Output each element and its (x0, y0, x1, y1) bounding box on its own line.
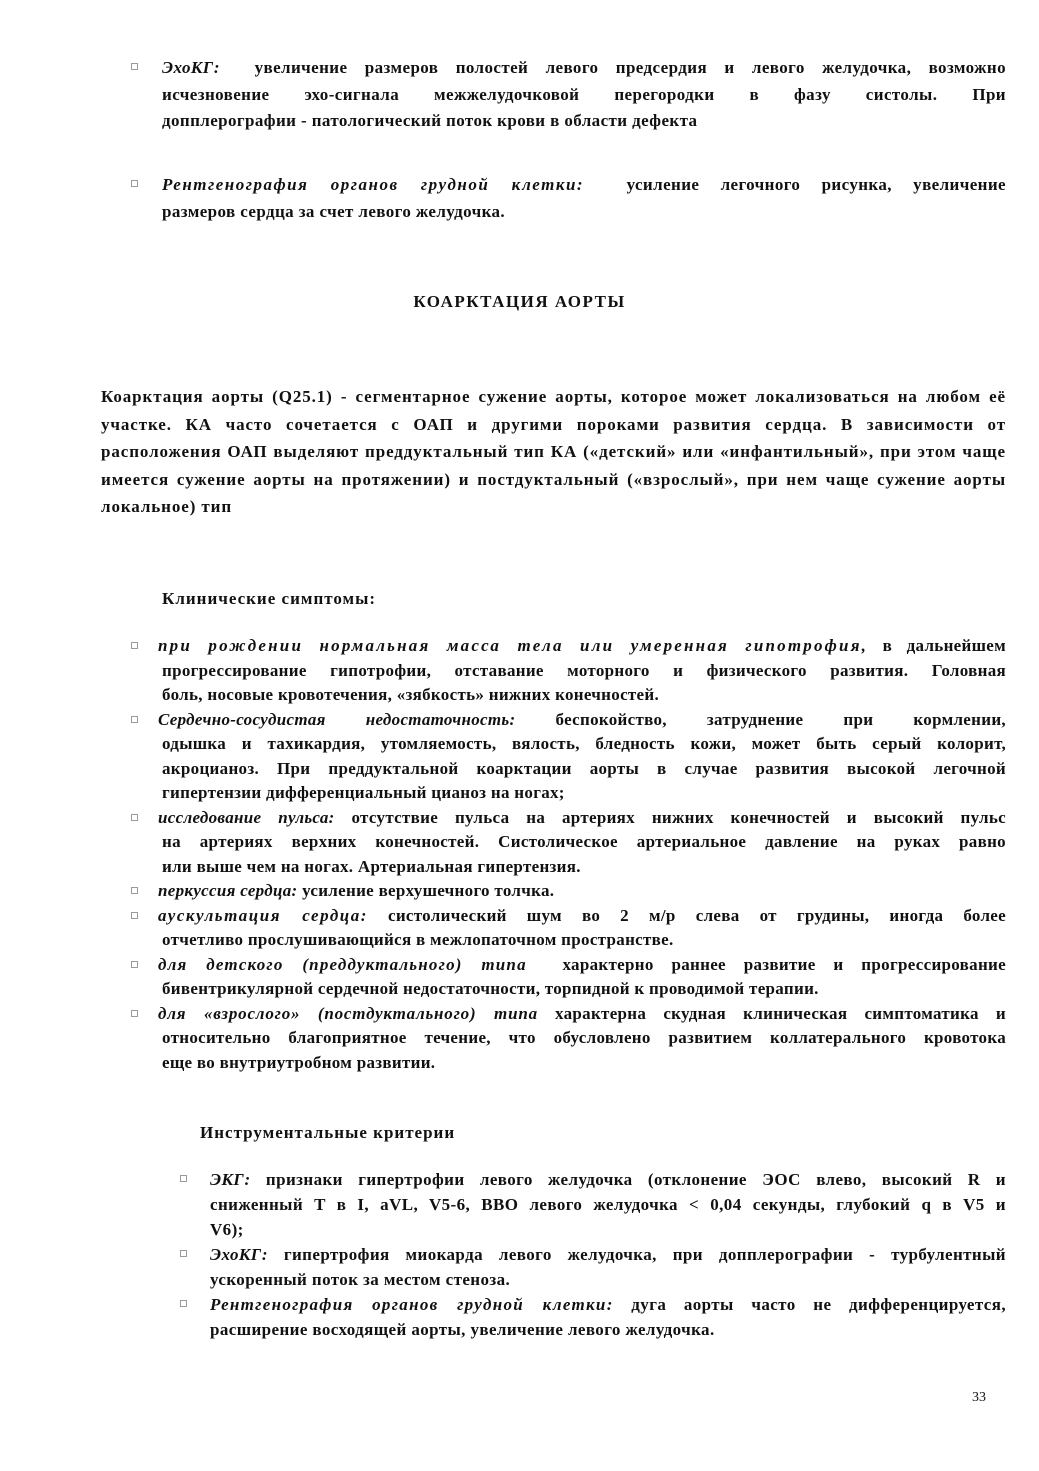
echo-bullet: ЭхоКГ: увеличение размеров полостей левого предсердия и левого желудочка, возможно исчезновение эхо-сигнала межжелудочковой перегородки в фазу систолы. При допплерографии - патологический поток крови в области дефекта (131, 55, 1006, 135)
list-item: при рождении нормальная масса тела или умеренная гипотрофия, в дальнейшем прогрессирование гипотрофии, отставание моторного и физического развития. Головная боль, носовые кровотечения, «зябкость» нижних конечностей. (131, 634, 1006, 708)
intro-paragraph: Коарктация аорты (Q25.1) - сегментарное сужение аорты, которое может локализоваться на любом её участке. КА часто сочетается с ОАП и другими пороками развития сердца. В зависимости от расположения ОАП выделяют преддуктальный тип КА («детский» или «инфантильный», при этом чаще имеется сужение аорты на протяжении) и постдуктальный («взрослый», при нем чаще сужение аорты локальное) тип (101, 387, 1006, 516)
bullet-marker (131, 814, 138, 821)
clinical-heading: Клинические симптомы: (162, 589, 377, 608)
bullet-marker (180, 1175, 187, 1182)
list-item: перкуссия сердца: усиление верхушечного толчка. (131, 879, 1006, 904)
page-number: 33 (972, 1390, 986, 1405)
bullet-marker (180, 1250, 187, 1257)
bullet-marker (131, 716, 138, 723)
bullet-marker (131, 912, 138, 919)
clinical-list (131, 634, 1006, 1075)
bullet-marker (131, 63, 138, 70)
bullet-term: ЭхоКГ: (162, 58, 220, 77)
list-item: Рентгенография органов грудной клетки: дуга аорты часто не дифференцируется, расширение восходящей аорты, увеличение левого желудочка. (180, 1292, 1006, 1342)
list-item: аускультация сердца: систолический шум во 2 м/р слева от грудины, иногда более отчетливо прослушивающийся в межлопаточном пространстве. (131, 904, 1006, 953)
list-item: ЭКГ: признаки гипертрофии левого желудочка (отклонение ЭОС влево, высокий R и сниженный T в I, aVL, V5-6, ВВО левого желудочка < 0,04 секунды, глубокий q в V5 и V6); (180, 1167, 1006, 1242)
instrumental-list (180, 1167, 1006, 1342)
bullet-marker (131, 961, 138, 968)
section-title: КОАРКТАЦИЯ АОРТЫ (413, 292, 626, 311)
bullet-term: Рентгенография органов грудной клетки: (162, 175, 585, 194)
bullet-marker (131, 180, 138, 187)
list-item: для «взрослого» (постдуктального) типа характерна скудная клиническая симптоматика и относительно благоприятное течение, что обусловлено развитием коллатерального кровотока еще во внутриутробном развитии. (131, 1002, 1006, 1076)
instrumental-heading: Инструментальные критерии (200, 1123, 456, 1142)
xray-bullet: Рентгенография органов грудной клетки: усиление легочного рисунка, увеличение размеров сердца за счет левого желудочка. (131, 172, 1006, 225)
list-item: ЭхоКГ: гипертрофия миокарда левого желудочка, при допплерографии - турбулентный ускоренный поток за местом стеноза. (180, 1242, 1006, 1292)
bullet-marker (131, 887, 138, 894)
bullet-marker (180, 1300, 187, 1307)
list-item: для детского (преддуктального) типа характерно раннее развитие и прогрессирование бивентрикулярной сердечной недостаточности, торпидной к проводимой терапии. (131, 953, 1006, 1002)
list-item: исследование пульса: отсутствие пульса на артериях нижних конечностей и высокий пульс на артериях верхних конечностей. Систолическое артериальное давление на руках равно или выше чем на ногах. Артериальная гипертензия. (131, 806, 1006, 880)
bullet-marker (131, 1010, 138, 1017)
list-item: Сердечно-сосудистая недостаточность: беспокойство, затруднение при кормлении, одышка и тахикардия, утомляемость, вялость, бледность кожи, может быть серый колорит, акроцианоз. При преддуктальной коарктации аорты в случае развития высокой легочной гипертензии дифференциальный цианоз на ногах; (131, 708, 1006, 806)
bullet-marker (131, 642, 138, 649)
